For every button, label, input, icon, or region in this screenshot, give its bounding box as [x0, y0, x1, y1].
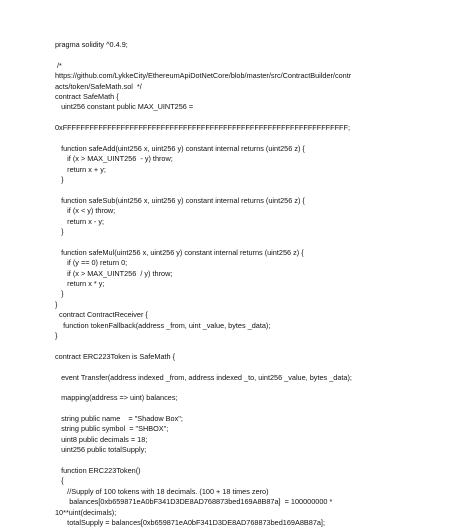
code-line: function safeSub(uint256 x, uint256 y) constant internal returns (uint256 z) {	[55, 195, 305, 205]
code-line	[55, 362, 447, 372]
code-line: event Transfer(address indexed _from, address indexed _to, uint256 _value, bytes _data);	[55, 372, 352, 382]
code-line: function safeMul(uint256 x, uint256 y) constant internal returns (uint256 z) {	[55, 247, 304, 257]
code-line	[55, 341, 447, 351]
code-line: if (x > MAX_UINT256 / y) throw;	[55, 268, 173, 278]
code-line: //Supply of 100 tokens with 18 decimals. (100 + 18 times zero)	[55, 486, 269, 496]
code-line: {	[55, 476, 64, 486]
code-line	[55, 456, 447, 466]
code-line	[55, 383, 447, 393]
code-line: totalSupply = balances[0xb659871eA0bF341D3DE8AD768873bed169A8B87a];	[55, 517, 325, 527]
code-line	[55, 134, 447, 144]
code-line	[55, 185, 447, 195]
code-line: return x * y;	[55, 278, 105, 288]
code-line: string public symbol = "SHBOX";	[55, 424, 169, 434]
code-line: uint256 public totalSupply;	[55, 445, 147, 455]
code-line: function ERC223Token()	[55, 466, 141, 476]
code-line: contract ERC223Token is SafeMath {	[55, 351, 176, 361]
code-line: pragma solidity ^0.4.9;	[55, 40, 128, 49]
code-line: uint256 constant public MAX_UINT256 =	[55, 102, 194, 112]
code-line	[55, 50, 447, 60]
code-line: function tokenFallback(address _from, uint _value, bytes _data);	[55, 320, 271, 330]
code-line: contract SafeMath {	[55, 91, 119, 101]
code-line: }	[55, 289, 64, 299]
code-line: 10**uint(decimals);	[55, 507, 117, 517]
code-line: }	[55, 330, 58, 340]
code-line: if (x < y) throw;	[55, 206, 116, 216]
code-line: contract ContractReceiver {	[55, 310, 148, 320]
code-line: }	[55, 175, 64, 185]
code-line: string public name = "Shadow Box";	[55, 414, 183, 424]
code-line: https://github.com/LykkeCity/EthereumApiDotNetCore/blob/master/src/ContractBuilder/contr	[55, 71, 352, 81]
code-line	[55, 113, 447, 123]
code-line: function safeAdd(uint256 x, uint256 y) constant internal returns (uint256 z) {	[55, 143, 305, 153]
code-line: acts/token/SafeMath.sol */	[55, 81, 142, 91]
code-line: return x + y;	[55, 164, 106, 174]
code-line: uint8 public decimals = 18;	[55, 434, 148, 444]
code-line: }	[55, 227, 64, 237]
code-line	[55, 237, 447, 247]
code-line: return x - y;	[55, 216, 105, 226]
code-line: if (y == 0) return 0;	[55, 258, 128, 268]
code-line: 0xFFFFFFFFFFFFFFFFFFFFFFFFFFFFFFFFFFFFFFFFFFFFFFFFFFFFFFFFFFFFFFFF;	[55, 123, 350, 133]
code-line: balances[0xb659871eA0bF341D3DE8AD768873bed169A8B87a] = 100000000 *	[55, 497, 333, 507]
code-line: if (x > MAX_UINT256 - y) throw;	[55, 154, 173, 164]
source-code-block	[55, 40, 447, 528]
code-line: }	[55, 299, 58, 309]
code-line: mapping(address => uint) balances;	[55, 393, 178, 403]
code-line	[55, 404, 447, 414]
code-line: /*	[55, 60, 62, 70]
